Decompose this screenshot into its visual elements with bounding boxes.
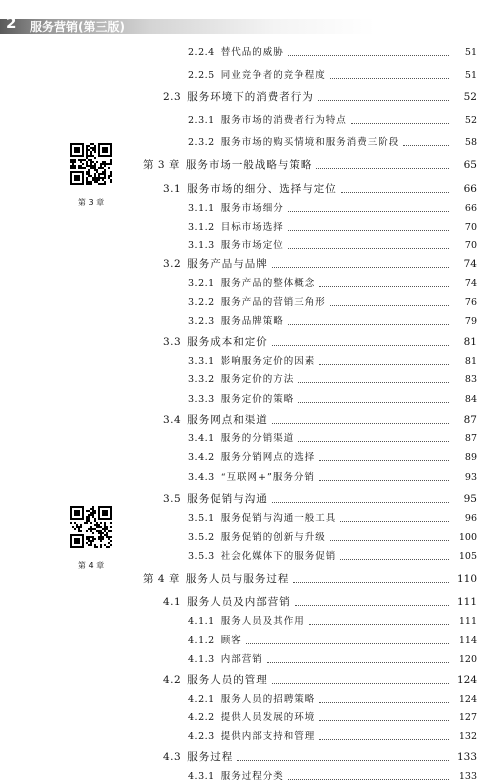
toc-page-number: 52 [464,115,477,126]
toc-page-number: 65 [463,159,477,171]
toc-entry-number: 4.2.1 [188,694,215,705]
toc-page-number: 124 [458,694,477,705]
toc-page-number: 89 [464,452,477,463]
toc-subsection-entry[interactable] [188,510,477,526]
toc-entry-title: 服务产品的营销三角形 [220,297,326,308]
toc-entry-number: 2.3 [163,91,182,103]
toc-section-entry[interactable] [163,89,477,105]
toc-page-number: 133 [456,751,477,763]
toc-subsection-entry[interactable] [188,529,477,545]
toc-entry-title: 服务人员的招聘策略 [220,694,316,705]
toc-dot-leader [341,191,449,193]
toc-entry-title: 服务成本和定价 [187,336,268,348]
toc-entry-number: 4.2.3 [188,731,215,742]
toc-entry-number: 3.2.2 [188,297,215,308]
toc-dot-leader [272,501,449,503]
toc-entry-title: 服务产品的整体概念 [220,278,316,289]
toc-dot-leader [288,323,449,325]
toc-dot-leader [319,719,449,721]
toc-page-number: 93 [464,472,477,483]
toc-dot-leader [319,363,449,365]
toc-page-number: 95 [463,493,477,505]
toc-dot-leader [351,122,449,124]
toc-section-entry[interactable] [163,412,477,428]
toc-dot-leader [246,642,449,644]
toc-entry-title: 服务促销的创新与升级 [220,532,326,543]
toc-entry-title: 服务促销与沟通一般工具 [220,513,337,524]
toc-entry-number: 2.3.2 [188,137,215,148]
toc-entry-title: 提供人员发展的环境 [220,712,316,723]
toc-dot-leader [288,778,449,780]
toc-dot-leader [288,229,449,231]
toc-entry-title: 服务品牌策略 [220,316,284,327]
toc-entry-number: 3.2 [163,258,182,270]
toc-dot-leader [237,759,449,761]
page-number: 2 [6,14,17,32]
running-header [0,16,500,36]
toc-subsection-entry[interactable] [188,237,477,253]
toc-entry-title: “互联网+”服务分销 [220,472,315,483]
toc-entry-number: 3.1.2 [188,222,215,233]
toc-subsection-entry[interactable] [188,768,477,784]
toc-section-entry[interactable] [163,181,477,197]
toc-entry-number: 4.2.2 [188,712,215,723]
toc-dot-leader [316,167,449,169]
toc-entry-title: 服务定价的方法 [220,374,295,385]
book-title: 服务营销(第三版) [30,20,125,34]
toc-dot-leader [319,479,449,481]
toc-page-number: 70 [464,240,477,251]
toc-subsection-entry[interactable] [188,67,477,83]
toc-subsection-entry[interactable] [188,391,477,407]
toc-page-number: 127 [458,712,477,723]
toc-page-number: 51 [464,47,477,58]
toc-entry-number: 4.1 [163,596,182,608]
toc-entry-number: 3.2.3 [188,316,215,327]
toc-entry-title: 服务分销网点的选择 [220,452,316,463]
toc-page-number: 114 [458,635,477,646]
toc-entry-number: 3.4.3 [188,472,215,483]
toc-page-number: 84 [464,394,477,405]
toc-section-entry[interactable] [163,491,477,507]
toc-entry-title: 社会化媒体下的服务促销 [220,551,337,562]
toc-subsection-entry[interactable] [188,449,477,465]
toc-entry-title: 服务定价的策略 [220,394,295,405]
toc-entry-number: 4.3.1 [188,771,215,782]
toc-entry-title: 同业竞争者的竞争程度 [220,70,326,81]
toc-dot-leader [403,144,449,146]
toc-entry-title: 服务产品与品牌 [187,258,268,270]
toc-subsection-entry[interactable] [188,275,477,291]
toc-entry-number: 3.4 [163,414,182,426]
toc-page-number: 76 [464,297,477,308]
toc-subsection-entry[interactable] [188,313,477,329]
toc-subsection-entry[interactable] [188,709,477,725]
toc-entry-number: 3.3 [163,336,182,348]
toc-dot-leader [298,401,449,403]
toc-page-number: 110 [456,573,477,585]
toc-page-number: 132 [458,731,477,742]
toc-page-number: 52 [463,91,477,103]
toc-entry-number: 2.3.1 [188,115,215,126]
toc-dot-leader [330,304,449,306]
toc-dot-leader [272,266,449,268]
toc-entry-number: 3.5.3 [188,551,215,562]
qr-caption-chapter-3: 第 3 章 [77,198,105,207]
toc-page-number: 66 [463,183,477,195]
toc-dot-leader [340,520,449,522]
toc-entry-title: 替代品的威胁 [220,47,284,58]
toc-section-entry[interactable] [163,334,477,350]
qr-caption-chapter-4: 第 4 章 [77,561,105,570]
toc-entry-number: 3.1.3 [188,240,215,251]
toc-entry-number: 3.4.1 [188,433,215,444]
toc-subsection-entry[interactable] [188,632,477,648]
toc-page-number: 81 [463,336,477,348]
toc-subsection-entry[interactable] [188,430,477,446]
toc-dot-leader [318,99,449,101]
toc-entry-number: 4.1.1 [188,616,215,627]
toc-page-number: 70 [464,222,477,233]
toc-entry-title: 服务环境下的消费者行为 [187,91,314,103]
toc-page-number: 81 [464,356,477,367]
toc-page-number: 74 [463,258,477,270]
toc-section-entry[interactable] [163,256,477,272]
toc-entry-number: 2.2.5 [188,70,215,81]
toc-page-number: 100 [458,532,477,543]
toc-entry-number: 3.5 [163,493,182,505]
toc-subsection-entry[interactable] [188,728,477,744]
toc-entry-title: 服务市场的消费者行为特点 [220,115,347,126]
toc-dot-leader [272,422,449,424]
toc-entry-title: 服务人员及其作用 [220,616,305,627]
toc-dot-leader [272,682,449,684]
toc-subsection-entry[interactable] [188,548,477,564]
toc-entry-number: 4.2 [163,674,182,686]
toc-page-number: 120 [458,654,477,665]
toc-entry-number: 4.1.2 [188,635,215,646]
toc-page-number: 96 [464,513,477,524]
toc-entry-number: 2.2.4 [188,47,215,58]
toc-subsection-entry[interactable] [188,371,477,387]
toc-entry-number: 3.1.1 [188,203,215,214]
toc-entry-title: 服务促销与沟通 [187,493,268,505]
toc-entry-number: 第 3 章 [143,159,180,171]
toc-page-number: 66 [464,203,477,214]
toc-subsection-entry[interactable] [188,294,477,310]
toc-page-number: 111 [456,596,477,608]
toc-page-number: 79 [464,316,477,327]
toc-page-number: 111 [458,616,477,627]
toc-dot-leader [288,210,449,212]
toc-dot-leader [319,701,449,703]
toc-dot-leader [267,661,449,663]
toc-entry-number: 3.3.3 [188,394,215,405]
toc-dot-leader [330,77,449,79]
toc-entry-title: 服务的分销渠道 [220,433,295,444]
toc-subsection-entry[interactable] [188,353,477,369]
toc-entry-number: 4.1.3 [188,654,215,665]
toc-entry-title: 服务过程 [187,751,234,763]
toc-entry-number: 3.1 [163,183,182,195]
toc-dot-leader [293,581,449,583]
toc-entry-number: 3.5.1 [188,513,215,524]
toc-entry-number: 第 4 章 [143,573,180,585]
toc-entry-title: 服务市场的购买情境和服务消费三阶段 [220,137,400,148]
toc-subsection-entry[interactable] [188,691,477,707]
toc-page-number: 58 [464,137,477,148]
toc-entry-title: 服务网点和渠道 [187,414,268,426]
qr-code-chapter-4[interactable] [70,506,112,548]
toc-dot-leader [309,623,449,625]
toc-page-number: 133 [458,771,477,782]
toc-entry-title: 服务市场定位 [220,240,284,251]
toc-subsection-entry[interactable] [188,200,477,216]
toc-page-number: 74 [464,278,477,289]
toc-section-entry[interactable] [163,594,477,610]
toc-page-number: 124 [456,674,477,686]
toc-dot-leader [319,738,449,740]
toc-dot-leader [340,558,449,560]
toc-entry-title: 提供内部支持和管理 [220,731,316,742]
toc-subsection-entry[interactable] [188,219,477,235]
toc-page-number: 87 [463,414,477,426]
toc-entry-title: 服务市场细分 [220,203,284,214]
toc-dot-leader [319,285,449,287]
toc-entry-title: 服务市场的细分、选择与定位 [187,183,337,195]
toc-entry-number: 3.2.1 [188,278,215,289]
toc-entry-title: 服务过程分类 [220,771,284,782]
toc-dot-leader [288,54,449,56]
toc-entry-title: 影响服务定价的因素 [220,356,316,367]
toc-entry-title: 服务人员与服务过程 [185,573,290,585]
toc-subsection-entry[interactable] [188,112,477,128]
toc-page-number: 87 [464,433,477,444]
toc-dot-leader [288,247,449,249]
toc-subsection-entry[interactable] [188,613,477,629]
toc-chapter-entry[interactable] [143,157,477,173]
toc-entry-title: 顾客 [220,635,242,646]
qr-code-chapter-3[interactable] [70,143,112,185]
toc-dot-leader [319,459,449,461]
toc-entry-title: 目标市场选择 [220,222,284,233]
toc-page-number: 105 [458,551,477,562]
toc-section-entry[interactable] [163,749,477,765]
toc-chapter-entry[interactable] [143,571,477,587]
toc-dot-leader [298,440,449,442]
toc-dot-leader [298,381,449,383]
toc-entry-title: 服务人员及内部营销 [187,596,291,608]
toc-entry-number: 4.3 [163,751,182,763]
toc-entry-number: 3.5.2 [188,532,215,543]
toc-subsection-entry[interactable] [188,134,477,150]
toc-page-number: 51 [464,70,477,81]
toc-subsection-entry[interactable] [188,44,477,60]
toc-subsection-entry[interactable] [188,651,477,667]
toc-dot-leader [330,539,449,541]
toc-entry-number: 3.3.1 [188,356,215,367]
toc-entry-title: 服务人员的管理 [187,674,268,686]
toc-dot-leader [295,604,449,606]
toc-entry-number: 3.3.2 [188,374,215,385]
toc-entry-title: 服务市场一般战略与策略 [185,159,313,171]
toc-section-entry[interactable] [163,672,477,688]
toc-page-number: 83 [464,374,477,385]
toc-dot-leader [272,344,449,346]
toc-subsection-entry[interactable] [188,469,477,485]
toc-entry-number: 3.4.2 [188,452,215,463]
toc-entry-title: 内部营销 [220,654,263,665]
